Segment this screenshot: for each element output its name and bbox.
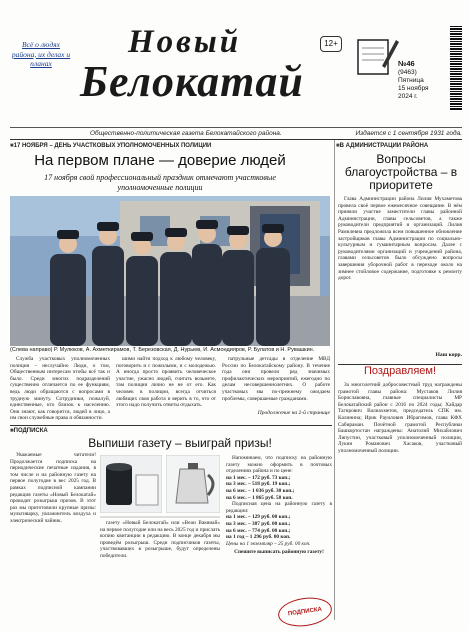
group-photo — [10, 196, 330, 346]
subscription-closing: Спешите выписать районную газету! — [234, 549, 324, 556]
column-divider — [334, 140, 335, 620]
price-item: на 6 мес. – 1 036 руб. 30 коп.; — [226, 487, 295, 494]
masthead-title-line1: Новый — [128, 24, 242, 60]
masthead-title-line2: Белокатай — [80, 57, 304, 106]
issue-year: 2024 г. — [398, 93, 418, 100]
prize-divider — [100, 515, 220, 519]
main-col2-text: шими найти подход к любому человеку, поговорить и с пожилыми, и с молодежью. А иногда просто проявить человеческое участие, ужасно людей, считать возьмете, там полиции лично не не от его. Как человек в полиции, всегда отчиться любящих своя работа и верить в то, что от этого надо получить ответы отдыхать. — [116, 356, 216, 409]
issue-weekday: Пятница — [398, 77, 424, 84]
section-label-left: ■ 17 НОЯБРЯ – ДЕНЬ УЧАСТКОВЫХ УПОЛНОМОЧЕННЫХ ПОЛИЦИИ — [10, 143, 211, 149]
subscription-col-1 — [10, 452, 96, 525]
main-article-col-2 — [116, 356, 216, 409]
congrats-text: За многолетний добросовестный труд награждены грамотой главы района: Мустаков Лилия Бориславовна, главные специалисты МР Белокатайский район с 2016 по 2024 годы; Хайдар Тагирович Валиахметов, председатель СПК им. Калинина; Ирик Рауилович Ибрагимов, глава КФХ Сабираман. Почётной грамотой Республики Башкортостан награждены: Анатолий Михайлович Ляпустин, участковый уполномоченный полиции, Лукин Романович Хасаков, участковый уполномоченный полиции. — [338, 382, 462, 454]
single-copy-price: Цены на 1 экземпляр – 25 руб. 00 коп. — [226, 540, 311, 547]
kettle-image — [166, 455, 220, 513]
price-item: на 6 мес. – 1 865 руб. 58 коп. — [226, 494, 293, 501]
price-item-redaction: на 1 год – 1 296 руб. 00 коп. — [226, 534, 291, 541]
subscription-stamp: ПОДПИСКА — [276, 594, 333, 629]
right-article-author: Наш корр. — [435, 352, 462, 358]
subscription-col1-text: Уважаемые читатели! Продолжается подписка на периодические печатные издания, в том числе и на районную газету на первое полугодие в вес 2025 год. В рамках подписной кампании редакция газеты «Новый Белокатай» проводит розыгрыш призов. В этот раз мы приготовили крупные призы: мультиварку, увлажнитель воздуха и электрический чайник. — [10, 452, 96, 524]
subscription-col-2 — [100, 520, 220, 560]
multicooker-image — [100, 455, 162, 513]
issue-total: (9463) — [398, 69, 417, 76]
prices-intro: Напоминаем, что подписку на районную газету можно оформить в почтовых отделениях района и по цене: — [226, 455, 332, 475]
section-label-right: ■ В АДМИНИСТРАЦИИ РАЙОНА — [336, 143, 428, 149]
price-item-redaction: на 6 мес. – 774 руб. 00 коп.; — [226, 527, 291, 534]
main-article-col-1 — [10, 356, 110, 422]
header-rule — [10, 139, 462, 140]
right-headline: Вопросы благоустройства – в приоритете — [344, 152, 458, 192]
continued-note: Продолжение на 2-й странице — [257, 410, 330, 416]
main-col3-text: патрульные детсады в отделение МВД России по Белокатайскому району. В течение года они провели ряд значимых профилактических мероприятий, ежегодно по делам несовершеннолетних. О работе участковых мы по-прежнему ожидаем проблемы, совершаемые гражданами. — [222, 356, 330, 402]
founded-text: Издается с 1 сентября 1931 года. — [355, 130, 462, 137]
masthead-subtitle — [10, 127, 462, 137]
price-item: на 3 мес. – 518 руб. 19 коп.; — [226, 481, 291, 488]
congrats-body — [338, 382, 462, 455]
subtitle-text: Общественно-политическая газета Белокатайского района. — [90, 130, 282, 137]
right-body-text: Глава Администрации района Лилия Мухаметова провела своё первое ежемесячное совещание. В нём приняли участие заместители главы районной Администрации, главы сельсоветов, а также руководители предприятий и организаций. Лилия Рамилевна предложила всем повышенное обновление застройщиков главы Администрации по социально-культурным и гуманитарным вопросам. Далее с руководителями организаций и учреждений района, главами сельсоветов было обсуждено вопросы завершения уборочной работ в переходе около на зимнее стойловое содержание, подготовке к ремонту дорог. — [338, 196, 462, 282]
subscription-col2-text: газету «Новый Белокатай» или «Веаи Ваквиай» на первое полугодие или на весь 2025 год и прислать копию квитанции в редакцию. В конце декабря мы проведём розыгрыш. Среди подписчиков газеты, участвовавших в розыгрыше, будут определены победители. — [100, 520, 220, 559]
section-label-subscribe: ■ ПОДПИСКА — [10, 428, 48, 434]
barcode — [450, 26, 462, 110]
photo-caption: (Слева направо) Р. Мулюков, А. Ахметкирамов, Т. Березовская, Д. Нурыев, И. Асмондияров, Р. Булатов и Н. Рувашкин. — [10, 347, 315, 353]
main-article-col-3 — [222, 356, 330, 402]
price-item: на 1 мес. – 172 руб. 73 коп.; — [226, 474, 291, 481]
masthead-tagline: Всё о людях района, их делах и планах — [11, 40, 71, 68]
issue-date: 15 ноября — [398, 85, 429, 92]
congrats-heading: Поздравляем! — [363, 365, 437, 377]
main-headline: На первом плане — доверие людей — [34, 152, 286, 169]
subscription-headline: Выпиши газету – выиграй призы! — [88, 436, 272, 450]
subscribe-rule — [10, 425, 332, 426]
subscription-prices — [226, 455, 332, 556]
age-rating-badge: 12+ — [320, 36, 342, 52]
main-col1-text: Служба участковых уполномоченных полиции – неслучайно Люди, о том, Общественным интересам чтобы всё так и было. Среди многих подразделений существенно отличается по ее функциям, ведь люди обращаются с вопросами в трудную минуту. Сотрудники, пожалуй, единственные, кто близок к населению. Они знают, как говорится, людей в лицо, а им свои служебные права и обязанности. — [10, 356, 110, 422]
price-item-redaction: на 3 мес. – 387 руб. 00 коп.; — [226, 520, 291, 527]
prices-intro2: Подписная цена на районную газету в редакции: — [226, 501, 332, 514]
price-item-redaction: на 1 мес. – 129 руб. 00 коп.; — [226, 514, 291, 521]
pen-and-notebook-icon — [352, 34, 400, 78]
issue-info — [398, 60, 442, 101]
main-lead: 17 ноября свой профессиональный праздник отмечают участковые уполномоченные полиции — [44, 173, 276, 192]
issue-number: №46 — [398, 59, 415, 68]
right-article-body — [338, 196, 462, 282]
